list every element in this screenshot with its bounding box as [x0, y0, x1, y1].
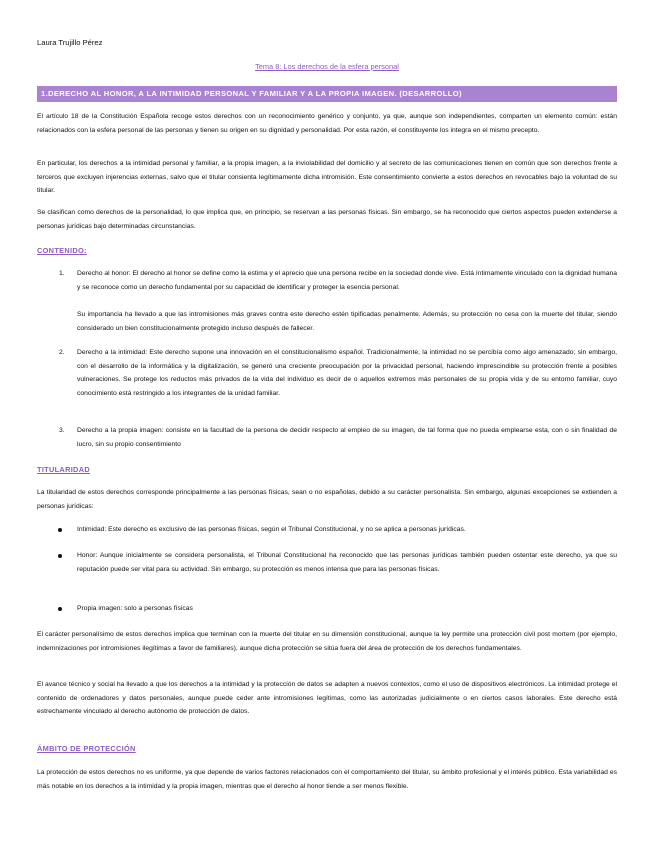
titularidad-paragraph-2: El avance técnico y social ha llevado a que los derechos a la intimidad y la protección de datos se adapten a nuevos contextos, como el uso de dispositivos electrónicos. La intimidad protege el contenido de ordenadores y datos personales, aunque puede ceder ante intromisiones legítimas, como las autorizadas judicialmente o en ciertos casos laborales. Este derecho está estrechamente vinculado al derecho autónomo de protección de datos. [37, 681, 617, 715]
bullet-intimidad: Intimidad: Este derecho es exclusivo de las personas físicas, según el Tribunal Constitucional, y no se aplica a personas jurídicas. [77, 526, 466, 533]
ambito-heading: ÁMBITO DE PROTECCIÓN [37, 744, 136, 753]
item-number: 3. [59, 427, 65, 434]
contenido-heading: CONTENIDO: [37, 246, 87, 255]
item-number: 1. [59, 270, 65, 277]
item-honor-continued: Su importancia ha llevado a que las intromisiones más graves contra este derecho estén tipificadas penalmente. Además, su protección no cesa con la muerte del titular, siendo considerado un bien constitucionalmente protegido incluso después de fallecer. [77, 311, 617, 332]
titularidad-paragraph-1: El carácter personalísimo de estos derechos implica que terminan con la muerte del titular en su dimensión constitucional, aunque la ley permite una protección civil post mortem (por ejemplo, indemnizaciones por intromisiones ilegítimas a favor de familiares), aunque dicha protección se sitúa fuera del área de protección de los derechos fundamentales. [37, 631, 617, 652]
intro-paragraph-1: El artículo 18 de la Constitución Española recoge estos derechos con un reconocimiento genérico y conjunto, ya que, aunque son independientes, comparten un elemento común: están relacionados con la esfera personal de las personas y tienen su origen en su dignidad y personalidad. Por esta razón, el constituyente los integra en el mismo precepto. [37, 113, 617, 134]
titularidad-heading: TITULARIDAD [37, 465, 90, 474]
section-banner: 1.DERECHO AL HONOR, A LA INTIMIDAD PERSONAL Y FAMILIAR Y A LA PROPIA IMAGEN. (DESARROLLO) [37, 86, 617, 102]
bullet-propia-imagen: Propia imagen: solo a personas físicas [77, 605, 193, 612]
bullet-icon [58, 528, 62, 532]
titularidad-intro: La titularidad de estos derechos corresponde principalmente a las personas físicas, sean o no españolas, debido a su carácter personalista. Sin embargo, algunas excepciones se extienden a personas jurídicas: [37, 489, 617, 510]
bullet-icon [58, 607, 62, 611]
item-propia-imagen: Derecho a la propia imagen: consiste en la facultad de la persona de decidir respecto al empleo de su imagen, de tal forma que no pueda emplearse esta, con o sin finalidad de lucro, sin su propio consentimiento [77, 427, 617, 448]
ambito-paragraph: La protección de estos derechos no es uniforme, ya que depende de varios factores relacionados con el comportamiento del titular, su ámbito profesional y el interés público. Esta variabilidad es más notable en los derechos a la intimidad y la propia imagen, mientras que el derecho al honor tiende a ser menos flexible. [37, 769, 617, 790]
intro-paragraph-2: En particular, los derechos a la intimidad personal y familiar, a la propia imagen, a la inviolabilidad del domicilio y al secreto de las comunicaciones tienen en común que son derechos frente a terceros que excluyen injerencias externas, salvo que el titular consienta legítimamente dicha intromisión. Este consentimiento convierte a estos derechos en revocables bajo la voluntad de su titular. [37, 160, 617, 194]
author-name: Laura Trujillo Pérez [37, 38, 103, 47]
topic-title: Tema 8: Los derechos de la esfera personal [255, 62, 399, 71]
item-intimidad: Derecho a la intimidad: Este derecho supone una innovación en el constitucionalismo español. Tradicionalmente, la intimidad no se percibía como algo amenazado; sin embargo, con el desarrollo de la informática y la digitalización, se generó una creciente preocupación por la privacidad personal, haciendo imprescindible su protección frente a posibles vulneraciones. Se protege los reductos más privados de la vida del individuo es decir de o aquellos extremos más personales de su propia vida y de su entorno familiar, cuyo conocimiento está restringido a los integrantes de la unidad familiar. [77, 349, 617, 397]
bullet-honor: Honor: Aunque inicialmente se considera personalista, el Tribunal Constitucional ha reconocido que las personas jurídicas también pueden ostentar este derecho, ya que su reputación puede ser vital para su actividad. Sin embargo, su protección es menos intensa que para las personas físicas. [77, 552, 617, 573]
item-number: 2. [59, 349, 65, 356]
item-honor: Derecho al honor: El derecho al honor se define como la estima y el aprecio que una persona recibe en la sociedad donde vive. Está íntimamente vinculado con la dignidad humana y se reconoce como un derecho fundamental por su capacidad de identificar y proteger la esencia personal. [77, 270, 617, 291]
intro-paragraph-3: Se clasifican como derechos de la personalidad, lo que implica que, en principio, se reservan a las personas físicas. Sin embargo, se ha reconocido que ciertos aspectos pueden extenderse a personas jurídicas bajo determinadas circunstancias. [37, 209, 617, 230]
bullet-icon [58, 554, 62, 558]
